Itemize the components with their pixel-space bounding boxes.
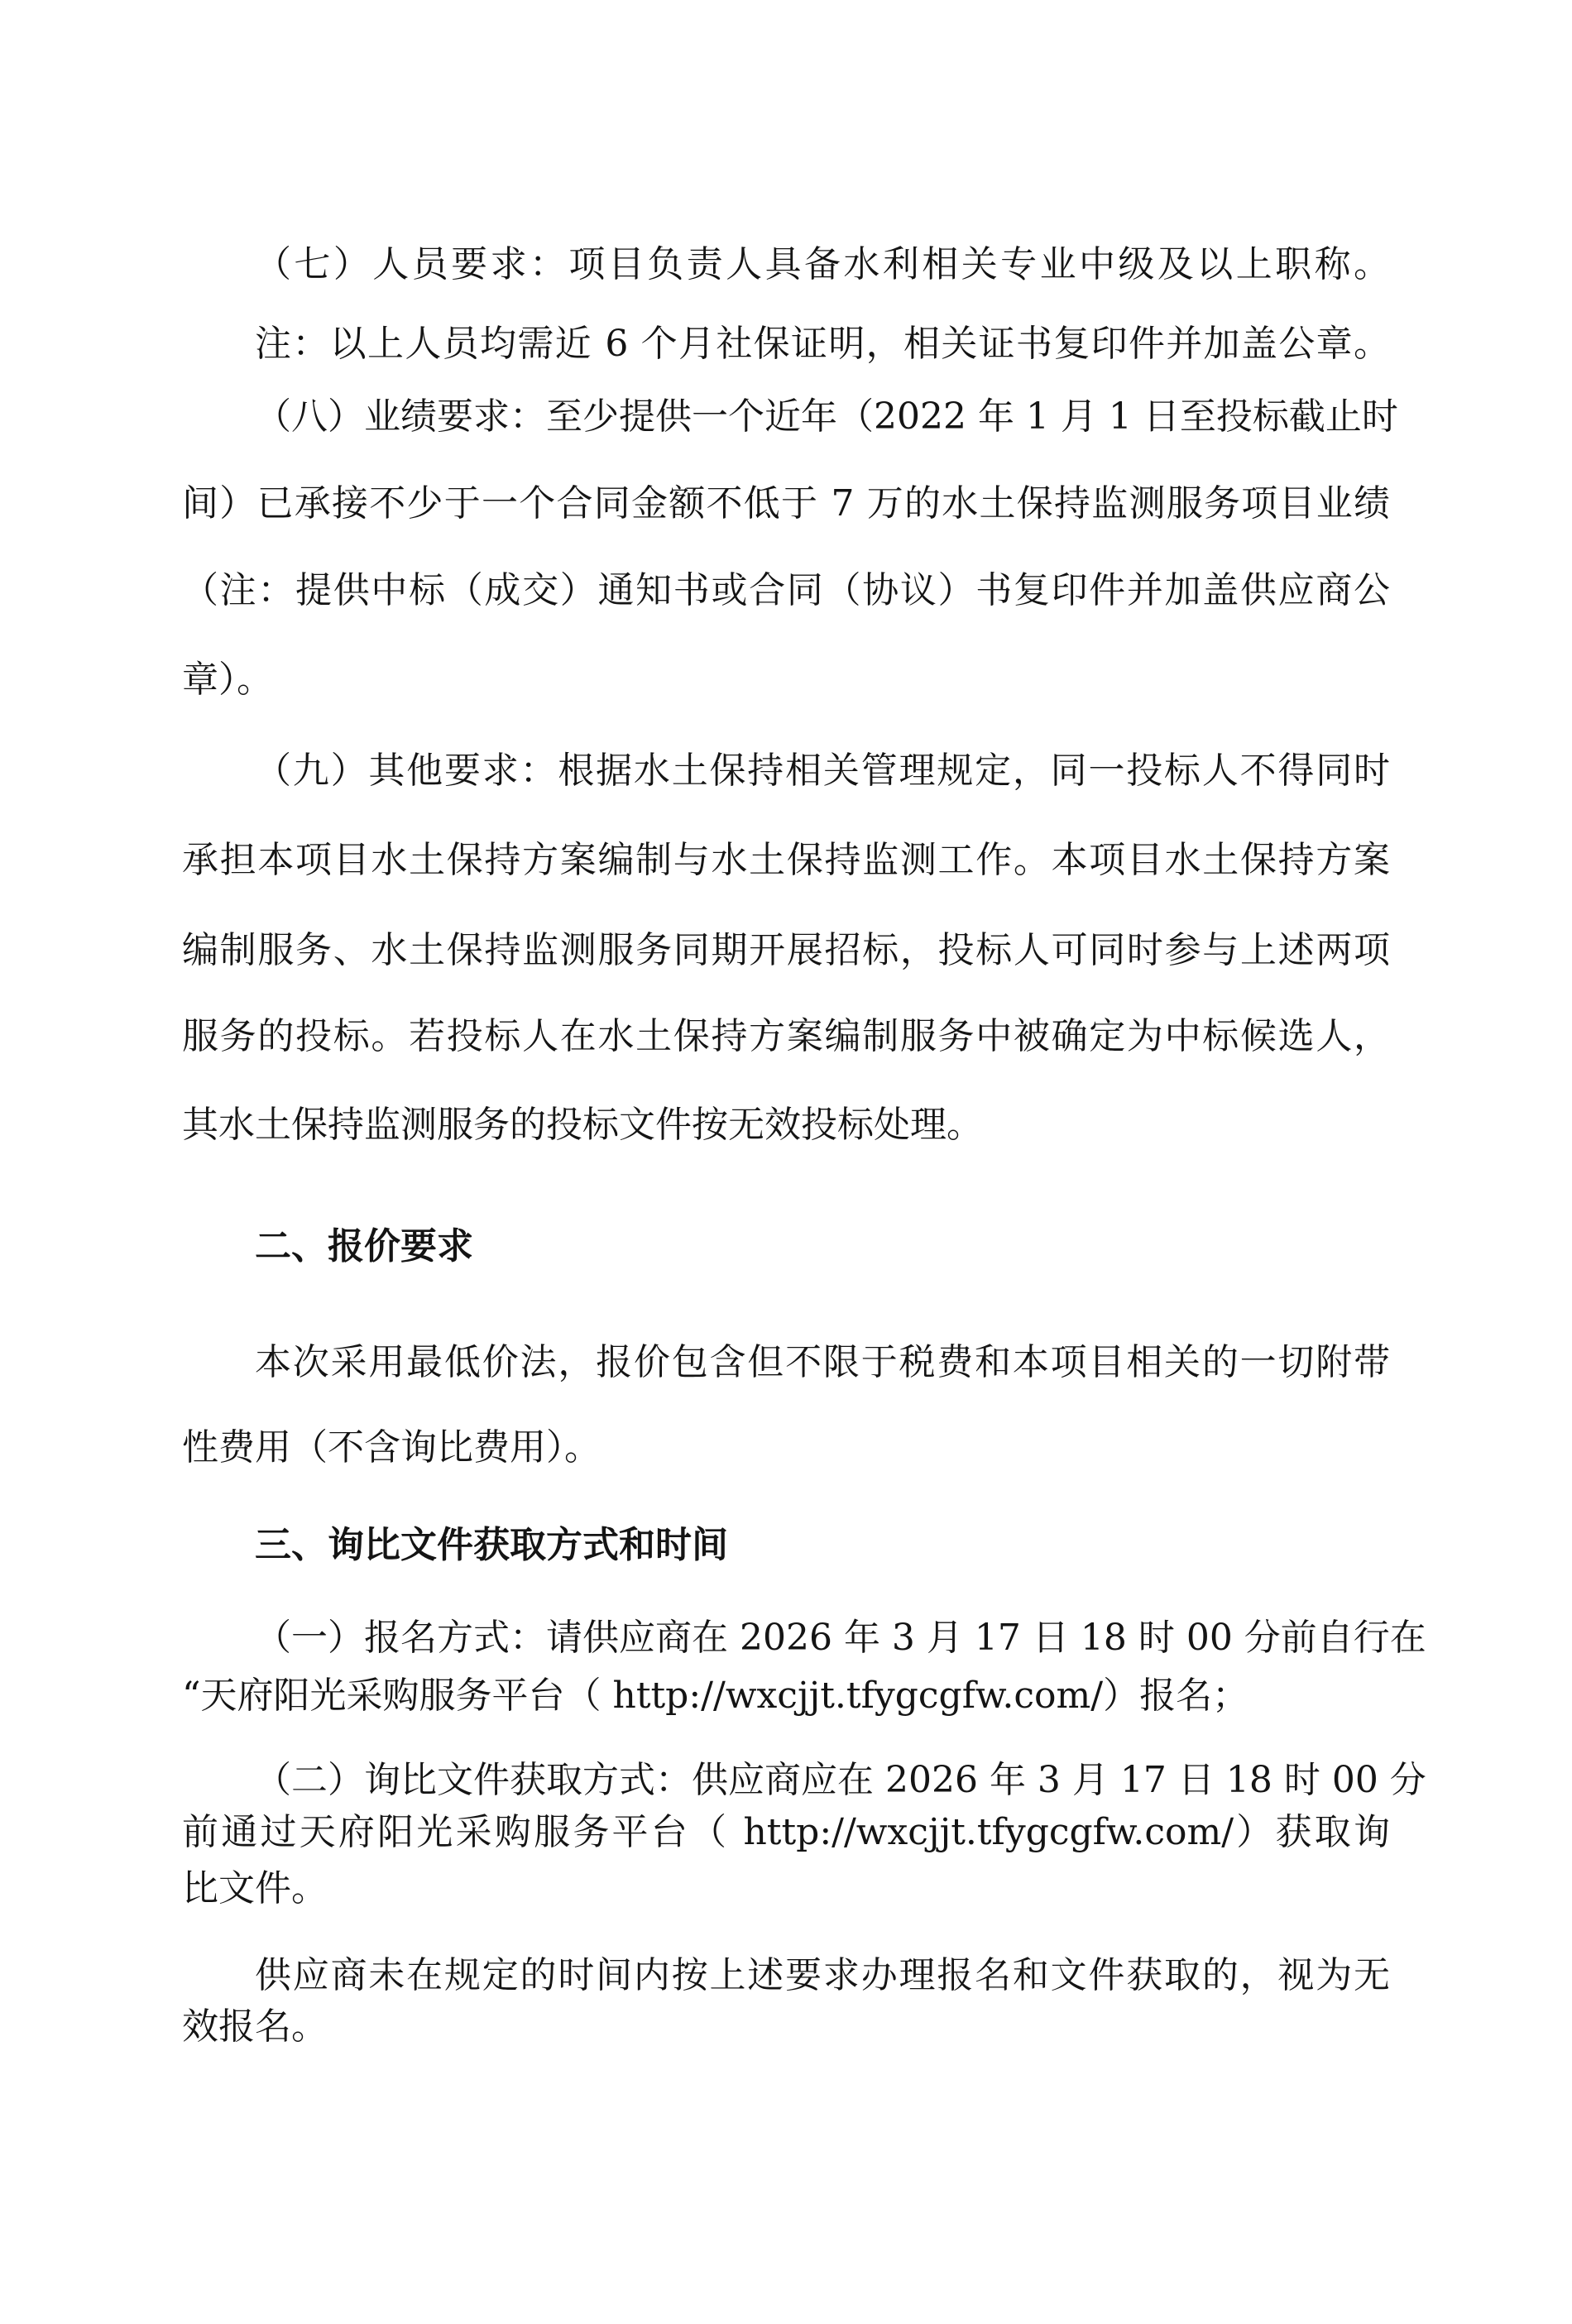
invalid-registration-note: 供应商未在规定的时间内按上述要求办理报名和文件获取的，视为无: [255, 1954, 1390, 1996]
section-heading-quotation: 二、报价要求: [255, 1225, 473, 1267]
item-8-performance-requirement: （八）业绩要求：至少提供一个近年（2022 年 1 月 1 日至投标截止时: [255, 395, 1398, 438]
paragraph-line: 间）已承接不少于一个合同金额不低于 7 万的水土保持监测服务项目业绩: [182, 482, 1390, 525]
item-9-other-requirement: （九）其他要求：根据水土保持相关管理规定，同一投标人不得同时: [255, 750, 1390, 792]
paragraph-line: 服务的投标。若投标人在水土保持方案编制服务中被确定为中标候选人，: [182, 1015, 1390, 1057]
paragraph-line: 其水土保持监测服务的投标文件按无效投标处理。: [182, 1104, 983, 1146]
item-7-personnel-requirement: （七）人员要求：项目负责人具备水利相关专业中级及以上职称。: [255, 243, 1390, 285]
paragraph-line: 比文件。: [182, 1867, 328, 1910]
paragraph-line: （注：提供中标（成交）通知书或合同（协议）书复印件并加盖供应商公: [182, 569, 1390, 611]
paragraph-line: 章）。: [182, 659, 273, 701]
quotation-paragraph: 本次采用最低价法，报价包含但不限于税费和本项目相关的一切附带: [255, 1341, 1390, 1383]
document-acquisition-method: （二）询比文件获取方式：供应商应在 2026 年 3 月 17 日 18 时 00 分: [255, 1759, 1426, 1801]
section-heading-document-acquisition: 三、询比文件获取方式和时间: [255, 1524, 728, 1566]
personnel-note: 注：以上人员均需近 6 个月社保证明，相关证书复印件并加盖公章。: [255, 323, 1390, 365]
registration-method: （一）报名方式：请供应商在 2026 年 3 月 17 日 18 时 00 分前自行在: [255, 1617, 1426, 1659]
paragraph-line: 效报名。: [182, 2005, 328, 2048]
paragraph-line: 承担本项目水土保持方案编制与水土保持监测工作。本项目水土保持方案: [182, 839, 1390, 881]
paragraph-line: 编制服务、水土保持监测服务同期开展招标，投标人可同时参与上述两项: [182, 929, 1390, 971]
acquisition-platform-url: 前通过天府阳光采购服务平台（ http://wxcjjt.tfygcgfw.com/）获取询: [182, 1811, 1390, 1853]
registration-platform-url: “天府阳光采购服务平台（ http://wxcjjt.tfygcgfw.com/）报名；: [182, 1675, 1249, 1717]
paragraph-line: 性费用（不含询比费用）。: [182, 1426, 601, 1469]
